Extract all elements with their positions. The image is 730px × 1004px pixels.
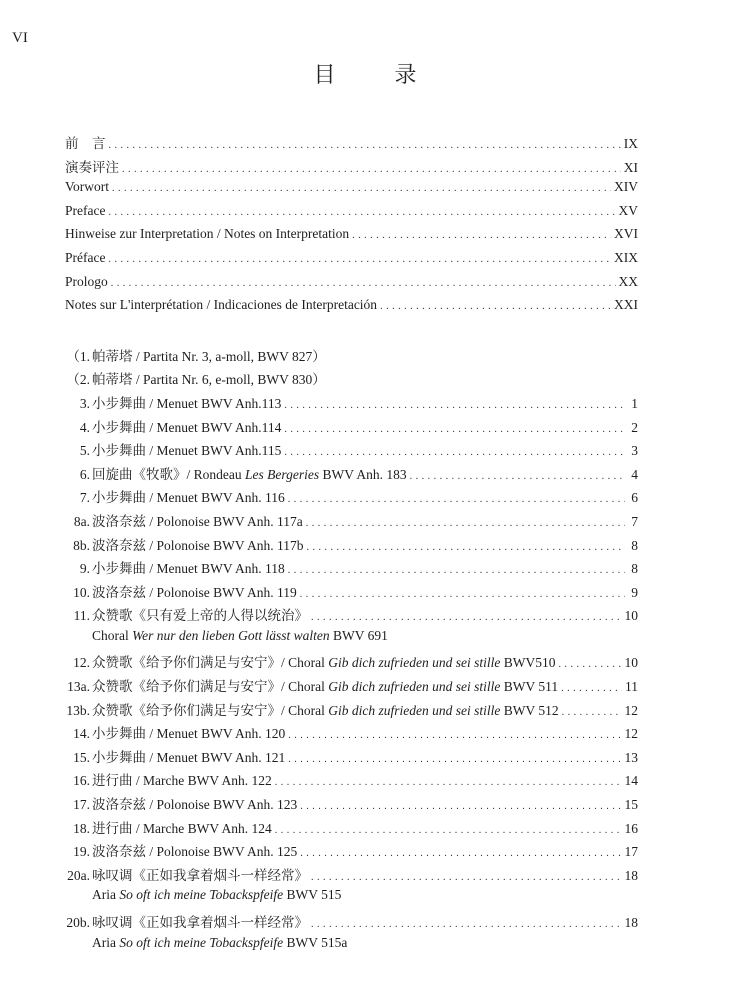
title-text: 小步舞曲 / Menuet BWV Anh. 118 [92, 561, 285, 577]
section-gap [65, 321, 638, 345]
entry-page: XI [623, 159, 638, 175]
title-suffix: BWV 511 [500, 679, 559, 695]
entry-page: 18 [624, 915, 638, 930]
dot-leader [108, 203, 615, 217]
entry-page: XIV [614, 179, 638, 195]
dot-leader [275, 773, 622, 787]
page-number: VI [12, 30, 28, 46]
dot-leader [284, 396, 625, 410]
toc-entry[interactable] [65, 486, 638, 510]
entry-number: 10. [73, 584, 90, 600]
entry-title [92, 769, 272, 789]
title-text: 众赞歌《给予你们满足与安宁》/ Choral [92, 679, 329, 695]
toc-entry[interactable] [65, 675, 638, 699]
title-text: 小步舞曲 / Menuet BWV Anh.115 [92, 443, 282, 459]
entry-page: 17 [624, 844, 638, 860]
entry-title: Préface [65, 249, 106, 265]
toc-entry[interactable] [65, 463, 638, 487]
dot-leader [380, 297, 611, 311]
entry-title [92, 416, 281, 436]
entry-page: XV [618, 202, 638, 218]
entry-number: 4. [79, 419, 90, 435]
dot-leader [288, 490, 625, 504]
page-title: 目 录 [313, 63, 443, 88]
entry-title: 前 言 [65, 136, 106, 151]
dot-leader [288, 750, 621, 764]
title-text: 小步舞曲 / Menuet BWV Anh.114 [92, 419, 282, 435]
pieces-list [65, 345, 638, 958]
entry-title: Preface [65, 202, 106, 218]
entry-page: 10 [624, 655, 638, 671]
entry-number: （2. [66, 372, 90, 388]
entry-title [92, 581, 297, 601]
entry-title [92, 817, 272, 837]
entry-number: 18. [73, 820, 90, 836]
entry-page: 1 [631, 395, 638, 411]
dot-leader [410, 467, 625, 481]
entry-page: IX [623, 136, 638, 151]
entry-page: 6 [631, 490, 638, 506]
toc-entry[interactable] [65, 368, 638, 392]
toc-entry[interactable] [65, 817, 638, 841]
toc-entry[interactable] [65, 651, 638, 675]
entry-title [92, 935, 347, 951]
entry-title: Prologo [65, 273, 108, 289]
title-text: 小步舞曲 / Menuet BWV Anh. 116 [92, 490, 285, 506]
dot-leader [311, 608, 622, 622]
title-text: 波洛奈兹 / Polonoise BWV Anh. 117b [92, 537, 304, 553]
title-text: 波洛奈兹 / Polonoise BWV Anh. 125 [92, 844, 298, 860]
toc-entry[interactable] [65, 345, 638, 369]
title-italic: Gib dich zufrieden und sei stille [328, 655, 501, 671]
dot-leader [562, 703, 622, 717]
title-text: 小步舞曲 / Menuet BWV Anh. 120 [92, 726, 286, 742]
toc-entry[interactable] [65, 156, 638, 180]
title-text: 回旋曲《牧歌》/ Rondeau [92, 466, 245, 482]
toc-entry[interactable] [65, 581, 638, 605]
toc-entry[interactable] [65, 604, 638, 628]
title-text: 众赞歌《给予你们满足与安宁》/ Choral [92, 702, 329, 718]
toc-entry[interactable] [65, 793, 638, 817]
toc-entry[interactable] [65, 203, 638, 227]
title-text: Aria [92, 934, 120, 950]
dot-leader [307, 538, 625, 552]
entry-number: 16. [73, 773, 90, 789]
entry-title [92, 510, 303, 530]
dot-leader [111, 274, 616, 288]
entry-page: 4 [631, 466, 638, 482]
entry-page: 14 [624, 773, 638, 789]
entry-title [92, 911, 308, 931]
entry-number: 20b. [66, 915, 90, 930]
dot-leader [108, 250, 611, 264]
entry-page: 8 [631, 537, 638, 553]
toc-entry[interactable] [65, 722, 638, 746]
entry-number: 6. [79, 466, 90, 482]
toc-entry[interactable] [65, 416, 638, 440]
entry-number: （1. [66, 348, 90, 364]
title-text: 咏叹调《正如我拿着烟斗一样经常》 [92, 867, 308, 883]
entry-number: 13a. [67, 679, 90, 695]
entry-title [92, 392, 281, 412]
title-text: Choral [92, 627, 133, 643]
entry-title [92, 463, 407, 483]
entry-page: 13 [624, 749, 638, 765]
entry-title [92, 628, 388, 644]
title-italic: Les Bergeries [245, 466, 320, 482]
entry-number: 3. [79, 395, 90, 411]
toc-entry-subtitle[interactable] [65, 628, 638, 652]
entry-number: 20a. [67, 867, 90, 883]
toc-entry[interactable] [65, 250, 638, 274]
title-text: 帕蒂塔 / Partita Nr. 6, e-moll, BWV 830） [92, 372, 326, 388]
entry-page: 15 [624, 797, 638, 813]
entry-title [92, 840, 297, 860]
entry-title: Vorwort [65, 179, 110, 195]
title-italic: So oft ich meine Tobackspfeife [119, 934, 284, 950]
entry-number: 17. [73, 797, 90, 813]
dot-leader [311, 868, 622, 882]
title-suffix: BWV 515a [283, 934, 348, 950]
entry-page: XX [618, 273, 638, 289]
entry-title [92, 699, 559, 719]
entry-number: 9. [79, 561, 90, 577]
entry-page: 12 [624, 726, 638, 742]
entry-title [92, 675, 558, 695]
title-text: 波洛奈兹 / Polonoise BWV Anh. 119 [92, 584, 297, 600]
toc-entry[interactable] [65, 132, 638, 156]
toc-entry[interactable] [65, 557, 638, 581]
dot-leader [288, 561, 625, 575]
entry-title [92, 486, 285, 506]
entry-page: 2 [631, 419, 638, 435]
entry-title [92, 651, 555, 671]
entry-title [92, 368, 326, 388]
entry-title [92, 887, 341, 903]
entry-title [92, 722, 285, 742]
toc-entry[interactable] [65, 297, 638, 321]
toc-entry[interactable] [65, 911, 638, 935]
dot-leader [558, 655, 621, 669]
dot-leader [300, 844, 621, 858]
entry-number: 14. [73, 726, 90, 742]
dot-leader [284, 443, 625, 457]
toc-entry[interactable] [65, 226, 638, 250]
entry-number: 12. [73, 655, 90, 671]
title-text: 进行曲 / Marche BWV Anh. 122 [92, 773, 272, 789]
dot-leader [311, 915, 622, 929]
table-of-contents [65, 132, 638, 958]
entry-title [92, 746, 285, 766]
toc-entry[interactable] [65, 510, 638, 534]
title-italic: Gib dich zufrieden und sei stille [328, 679, 501, 695]
toc-entry[interactable] [65, 179, 638, 203]
toc-entry[interactable] [65, 534, 638, 558]
title-suffix: BWV510 [500, 655, 556, 671]
entry-title: Hinweise zur Interpretation / Notes on Interpretation [65, 226, 350, 242]
dot-leader [288, 726, 621, 740]
dot-leader [284, 420, 625, 434]
dot-leader [275, 821, 622, 835]
title-suffix: BWV 691 [329, 627, 388, 643]
toc-entry[interactable] [65, 840, 638, 864]
title-text: 众赞歌《给予你们满足与安宁》/ Choral [92, 655, 329, 671]
entry-title [92, 534, 304, 554]
entry-page: 9 [631, 584, 638, 600]
entry-number: 5. [79, 443, 90, 459]
dot-leader [352, 226, 611, 240]
entry-page: 12 [624, 702, 638, 718]
dot-leader [306, 514, 625, 528]
entry-number: 13b. [66, 702, 90, 718]
entry-page: 16 [624, 820, 638, 836]
entry-title [92, 345, 326, 365]
entry-title [92, 864, 308, 884]
toc-entry[interactable] [65, 864, 638, 888]
title-italic: Gib dich zufrieden und sei stille [328, 702, 501, 718]
dot-leader [122, 160, 621, 174]
entry-title [92, 793, 297, 813]
entry-number: 8a. [73, 513, 90, 529]
title-text: 咏叹调《正如我拿着烟斗一样经常》 [92, 915, 308, 930]
entry-page: 10 [624, 608, 638, 624]
entry-page: 11 [625, 679, 638, 695]
entry-page: 18 [624, 867, 638, 883]
entry-title [92, 604, 308, 624]
entry-number: 19. [73, 844, 90, 860]
entry-number: 8b. [73, 537, 90, 553]
dot-leader [300, 797, 621, 811]
front-matter-list [65, 132, 638, 321]
entry-page: 3 [631, 443, 638, 459]
entry-title: 演奏评注 [65, 159, 119, 175]
title-suffix: BWV Anh. 183 [319, 466, 407, 482]
title-text: 帕蒂塔 / Partita Nr. 3, a-moll, BWV 827） [92, 348, 326, 364]
entry-page: 7 [631, 513, 638, 529]
entry-number: 11. [73, 608, 90, 624]
title-text: Aria [92, 887, 120, 903]
title-text: 众赞歌《只有爱上帝的人得以统治》 [92, 608, 308, 624]
toc-entry[interactable] [65, 439, 638, 463]
title-text: 波洛奈兹 / Polonoise BWV Anh. 117a [92, 513, 303, 529]
entry-title [92, 439, 281, 459]
title-italic: Wer nur den lieben Gott lässt walten [132, 627, 330, 643]
toc-entry[interactable] [65, 769, 638, 793]
dot-leader [109, 136, 621, 150]
entry-number: 15. [73, 749, 90, 765]
entry-page: XVI [614, 226, 638, 242]
toc-entry[interactable] [65, 699, 638, 723]
title-suffix: BWV 512 [500, 702, 559, 718]
title-suffix: BWV 515 [283, 887, 342, 903]
entry-number: 7. [79, 490, 90, 506]
title-italic: So oft ich meine Tobackspfeife [119, 887, 284, 903]
toc-entry-subtitle[interactable] [65, 887, 638, 911]
dot-leader [300, 585, 625, 599]
toc-entry[interactable] [65, 392, 638, 416]
entry-page: XXI [614, 297, 638, 313]
dot-leader [112, 179, 611, 193]
dot-leader [561, 679, 622, 693]
toc-entry-subtitle[interactable] [65, 935, 638, 959]
title-text: 波洛奈兹 / Polonoise BWV Anh. 123 [92, 797, 298, 813]
title-text: 小步舞曲 / Menuet BWV Anh.113 [92, 395, 282, 411]
title-text: 进行曲 / Marche BWV Anh. 124 [92, 820, 272, 836]
toc-entry[interactable] [65, 746, 638, 770]
title-text: 小步舞曲 / Menuet BWV Anh. 121 [92, 749, 286, 765]
entry-page: 8 [631, 561, 638, 577]
entry-title [92, 557, 285, 577]
entry-title: Notes sur L'interprétation / Indicaciones de Interpretación [65, 297, 378, 313]
toc-entry[interactable] [65, 274, 638, 298]
entry-page: XIX [614, 249, 638, 265]
